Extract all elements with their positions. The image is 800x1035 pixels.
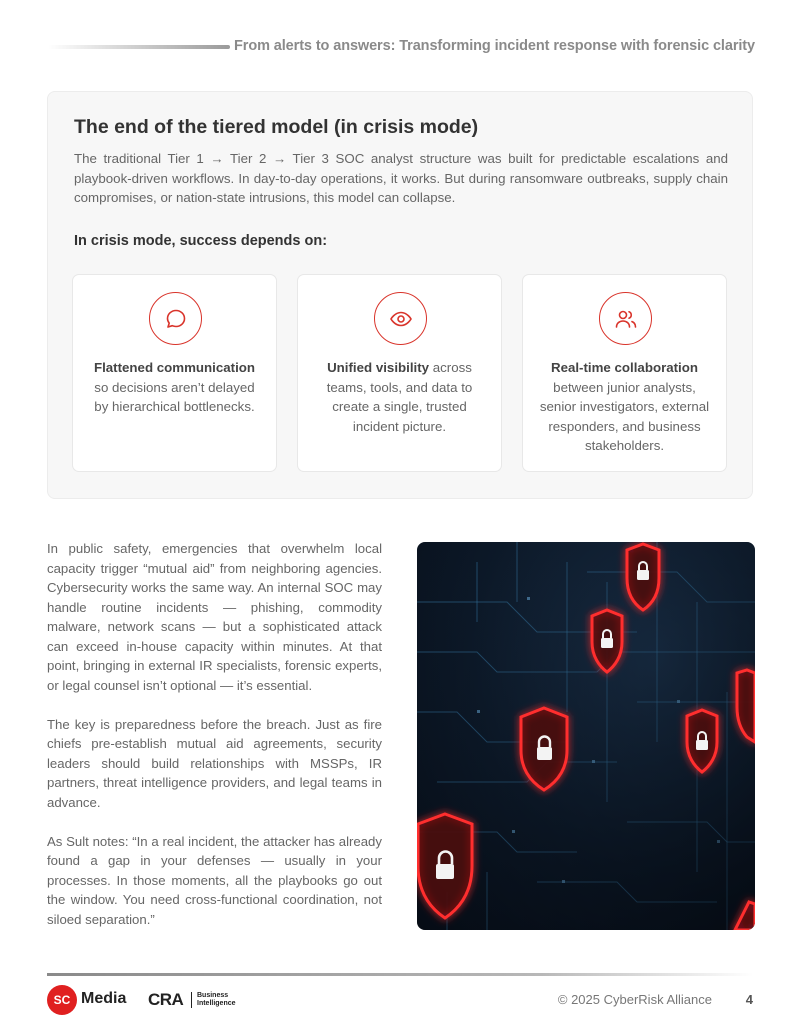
callout-subheading: In crisis mode, success depends on: bbox=[74, 233, 328, 249]
card-visibility bbox=[297, 274, 502, 472]
paragraph: As Sult notes: “In a real incident, the attacker has already found a gap in your defenses — usually in your processes. In those moments, all the playbooks go out the window. You need cross-functional coordination, not siloed separation.” bbox=[47, 833, 382, 927]
running-header: From alerts to answers: Transforming incident response with forensic clarity bbox=[234, 38, 755, 54]
card-text: Flattened communication so decisions aren’t delayed by hierarchical bottlenecks. bbox=[93, 360, 256, 415]
copyright: © 2025 CyberRisk Alliance bbox=[557, 992, 712, 1007]
callout-box bbox=[47, 91, 753, 499]
card-text: Real-time collaboration between junior analysts, senior investigators, external responders, and business stakeholders. bbox=[539, 360, 710, 454]
sc-media-wordmark: Media bbox=[81, 990, 127, 1007]
callout-body: The traditional Tier 1 → Tier 2 → Tier 3 SOC analyst structure was built for predictable escalations and playbook-driven workflows. In day-to-day operations, it works. But during ransomware outbreaks, supply chain compromises, or nation-state intrusions, this model can collapse. bbox=[74, 151, 728, 205]
callout-title: The end of the tiered model (in crisis mode) bbox=[74, 116, 479, 138]
users-icon bbox=[599, 292, 652, 345]
chat-bubble-icon bbox=[149, 292, 202, 345]
cra-logo: CRA bbox=[148, 990, 184, 1009]
card-collaboration bbox=[522, 274, 727, 472]
body-text bbox=[47, 539, 382, 949]
card-communication bbox=[72, 274, 277, 472]
eye-icon bbox=[374, 292, 427, 345]
footer-rule bbox=[47, 973, 753, 976]
circuit-shield-illustration bbox=[417, 542, 755, 930]
page-number: 4 bbox=[745, 992, 753, 1007]
sc-media-logo: SC bbox=[47, 985, 77, 1015]
paragraph: In public safety, emergencies that overwhelm local capacity trigger “mutual aid” from neighboring agencies. Cybersecurity works the same way. An internal SOC may handle routine incidents — phishing, commodity malware, network scans — but a sophisticated attack can exceed in-house capacity within minutes. At that point, bringing in external IR specialists, forensic experts, or legal counsel isn’t optional — it’s essential. bbox=[47, 541, 382, 693]
header-rule bbox=[48, 45, 230, 49]
hero-image-security-shields bbox=[417, 542, 755, 930]
card-text: Unified visibility across teams, tools, and data to create a single, trusted incident picture. bbox=[326, 360, 473, 434]
paragraph: The key is preparedness before the breach. Just as fire chiefs pre-establish mutual aid agreements, security leaders should build relationships with MSSPs, IR partners, threat intelligence providers, and legal teams in advance. bbox=[47, 716, 382, 810]
cra-business-intelligence-label: Business Intelligence bbox=[191, 992, 236, 1008]
